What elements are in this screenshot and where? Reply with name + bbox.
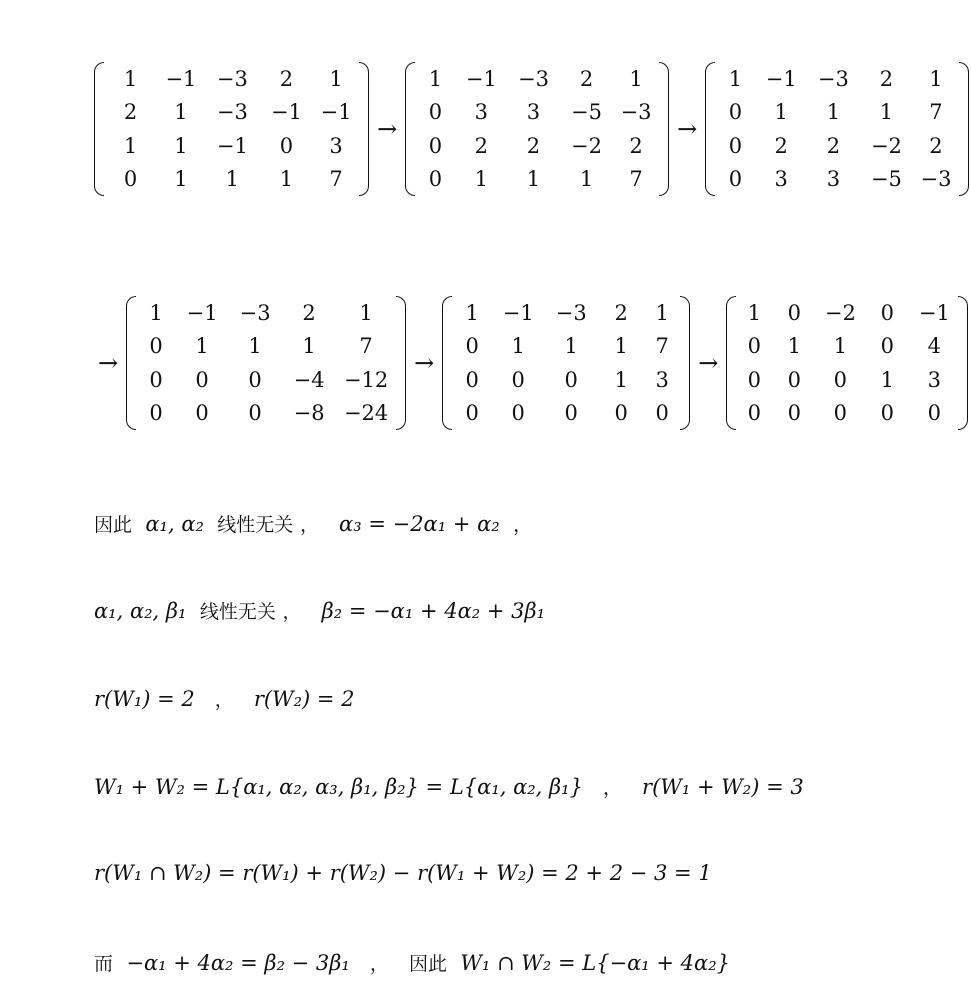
matrix-row [104,96,359,130]
line1-vectors: α₁, α₂ [145,512,204,536]
matrix-5 [440,296,692,430]
matrix-cell: 3 [526,100,541,125]
matrix-cell: 1 [826,100,841,125]
matrix-cell: 2 [579,66,594,91]
matrix-cell: 0 [149,334,163,359]
matrix-cell: −3 [239,300,271,325]
matrix-cell: −2 [870,133,902,158]
line1-separator: ， [300,514,320,536]
matrix-row [715,129,959,163]
matrix-cell: −3 [620,100,652,125]
matrix-cell: 3 [655,367,669,392]
matrix-cell: 2 [929,133,943,158]
conclusion-line-2 [94,597,545,624]
matrix-cell: 1 [279,167,294,192]
matrix-cell: 1 [774,100,788,125]
matrix-cell: 7 [329,167,343,192]
matrix-cell: 1 [195,334,209,359]
matrix-cell: 0 [149,401,163,426]
arrow-1: → [377,115,398,143]
matrix-cell: −3 [517,66,549,91]
line2-separator: ， [282,601,302,623]
matrix-cell: 0 [511,367,525,392]
matrix-cell: 0 [728,133,743,158]
matrix-cell: −1 [502,300,534,325]
matrix-cell: 1 [879,100,894,125]
matrix-cell: 0 [279,133,294,158]
matrix-cell: −3 [216,66,248,91]
matrix-cell: −8 [293,401,325,426]
matrix-cell: 2 [123,100,138,125]
matrix-row [136,397,396,431]
line6-prefix: 而 [94,953,114,975]
matrix-cell: 2 [474,133,488,158]
matrix-row [415,163,659,197]
matrix-cell: 0 [465,401,479,426]
line3-separator: ， [214,689,234,711]
line6-relation: −α₁ + 4α₂ = β₂ − 3β₁ [126,951,350,975]
matrix-cell: 0 [564,401,578,426]
matrix-row [736,296,958,330]
matrix-row [452,363,680,397]
matrix-cell: −2 [571,133,602,158]
matrix-row [415,96,659,130]
matrix-cell: 3 [927,367,942,392]
matrix-row [104,163,359,197]
line3-rank-w1: r(W₁) = 2 [94,687,195,711]
matrix-row [104,129,359,163]
matrix-cell: 1 [149,300,163,325]
matrix-cell: 2 [279,66,294,91]
matrix-cell: −3 [216,100,248,125]
matrix-cell: 0 [465,367,479,392]
line2-relation: β₂ = −α₁ + 4α₂ + 3β₁ [321,599,546,623]
matrix-cell: 1 [123,133,138,158]
matrix-cell: 7 [929,100,943,125]
matrix-cell: −3 [555,300,587,325]
line1-linear-independent: 线性无关 [217,514,294,536]
arrow-2: → [677,115,698,143]
matrix-cell: 1 [579,167,594,192]
matrix-cell: −1 [186,300,218,325]
matrix-cell: −24 [343,401,389,426]
matrix-cell: −1 [216,133,248,158]
matrix-cell: 2 [629,133,643,158]
line1-tail: ， [513,514,533,536]
matrix-cell: 0 [428,133,443,158]
matrix-cell: 1 [787,334,802,359]
matrix-cell: 0 [833,401,848,426]
conclusion-line-5 [94,861,712,885]
matrix-cell: 1 [465,300,479,325]
matrix-row [452,330,680,364]
matrix-cell: 1 [511,334,525,359]
matrix-cell: 0 [833,367,848,392]
matrix-cell: −5 [870,167,902,192]
arrow-3: → [98,349,119,377]
matrix-cell: 1 [833,334,848,359]
arrow-5: → [698,349,719,377]
matrix-cell: 0 [465,334,479,359]
matrix-cell: −1 [165,66,197,91]
matrix-row [736,330,958,364]
arrow-4: → [414,349,435,377]
matrix-cell: 0 [728,100,743,125]
matrix-cell: 0 [614,401,628,426]
matrix-row [136,330,396,364]
matrix-cell: 1 [614,367,628,392]
matrix-cell: 1 [302,334,316,359]
matrix-cell: −1 [918,300,950,325]
matrix-cell: 0 [195,401,209,426]
matrix-cell: −3 [920,167,952,192]
matrix-cell: 1 [359,300,373,325]
matrix-cell: 7 [655,334,669,359]
matrix-cell: 2 [826,133,841,158]
matrix-1 [92,62,371,196]
matrix-cell: −1 [320,100,352,125]
matrix-cell: 1 [174,133,188,158]
matrix-cell: 1 [614,334,628,359]
matrix-row [136,296,396,330]
matrix-cell: 3 [329,133,343,158]
matrix-cell: 0 [195,367,209,392]
matrix-cell: 1 [880,367,895,392]
matrix-cell: 1 [248,334,262,359]
matrix-cell: −1 [270,100,302,125]
line6-separator: ， [369,953,389,975]
matrix-cell: 4 [927,334,942,359]
matrix-2 [403,62,671,196]
matrix-6 [724,296,970,430]
matrix-cell: 0 [564,367,578,392]
matrix-cell: 1 [174,100,188,125]
matrix-row [715,163,959,197]
matrix-cell: 3 [826,167,841,192]
matrix-cell: 0 [747,334,762,359]
matrix-cell: 2 [774,133,788,158]
matrix-row [715,96,959,130]
matrix-row [104,62,359,96]
matrix-cell: 0 [787,300,802,325]
matrix-row [136,363,396,397]
matrix-cell: 0 [123,167,138,192]
conclusion-line-1 [94,510,532,537]
conclusion-line-3 [94,685,355,712]
matrix-cell: 0 [880,334,895,359]
line4-separator: ， [603,777,623,799]
matrix-cell: 0 [728,167,743,192]
matrix-cell: 0 [655,401,669,426]
conclusion-line-4 [94,773,804,800]
matrix-cell: 7 [629,167,643,192]
matrix-cell: 1 [474,167,488,192]
matrix-cell: 0 [747,401,762,426]
matrix-cell: −3 [817,66,849,91]
matrix-row [452,397,680,431]
matrix-cell: −1 [765,66,797,91]
matrix-row [715,62,959,96]
line1-relation: α₃ = −2α₁ + α₂ [339,512,500,536]
matrix-cell: −2 [824,300,856,325]
matrix-row [415,129,659,163]
matrix-row-1 [92,62,971,196]
matrix-cell: 2 [879,66,894,91]
matrix-cell: 0 [248,367,262,392]
matrix-row [415,62,659,96]
matrix-cell: 1 [747,300,762,325]
matrix-cell: 1 [929,66,943,91]
matrix-cell: 1 [655,300,669,325]
matrix-cell: −1 [465,66,497,91]
matrix-cell: 7 [359,334,373,359]
matrix-cell: 1 [174,167,188,192]
matrix-row [736,363,958,397]
matrix-row-2 [92,296,970,430]
matrix-cell: 1 [526,167,541,192]
matrix-cell: 0 [248,401,262,426]
matrix-cell: 1 [123,66,138,91]
matrix-cell: 0 [927,401,942,426]
matrix-cell: −4 [293,367,325,392]
line2-vectors: α₁, α₂, β₁ [94,599,187,623]
matrix-cell: 0 [428,100,443,125]
matrix-cell: 0 [428,167,443,192]
matrix-4 [124,296,408,430]
matrix-cell: 1 [629,66,643,91]
line1-prefix: 因此 [94,514,133,536]
matrix-cell: 3 [774,167,788,192]
line4-rank-sum: r(W₁ + W₂) = 3 [642,775,804,799]
line6-therefore: 因此 [408,953,447,975]
matrix-cell: −12 [343,367,389,392]
matrix-cell: 2 [302,300,316,325]
line5-dimension-formula: r(W₁ ∩ W₂) = r(W₁) + r(W₂) − r(W₁ + W₂) = 2 + 2 − 3 = 1 [94,861,712,885]
line6-intersection: W₁ ∩ W₂ = L{−α₁ + 4α₂} [460,951,730,975]
matrix-cell: −5 [571,100,602,125]
matrix-row [736,397,958,431]
matrix-cell: 0 [880,401,895,426]
matrix-3 [703,62,971,196]
matrix-cell: 0 [880,300,895,325]
matrix-cell: 0 [747,367,762,392]
matrix-cell: 2 [526,133,541,158]
line3-rank-w2: r(W₂) = 2 [253,687,355,711]
matrix-cell: 0 [511,401,525,426]
matrix-cell: 0 [149,367,163,392]
matrix-row [452,296,680,330]
matrix-cell: 0 [787,367,802,392]
line4-sum-space: W₁ + W₂ = L{α₁, α₂, α₃, β₁, β₂} = L{α₁, α₂, β₁} [94,775,583,799]
matrix-cell: 2 [614,300,628,325]
matrix-cell: 1 [728,66,743,91]
matrix-cell: 1 [564,334,578,359]
line2-linear-independent: 线性无关 [199,601,276,623]
matrix-cell: 1 [428,66,443,91]
matrix-cell: 0 [787,401,802,426]
matrix-cell: 1 [225,167,240,192]
matrix-cell: 1 [329,66,343,91]
matrix-cell: 3 [474,100,488,125]
conclusion-line-6 [94,949,730,976]
